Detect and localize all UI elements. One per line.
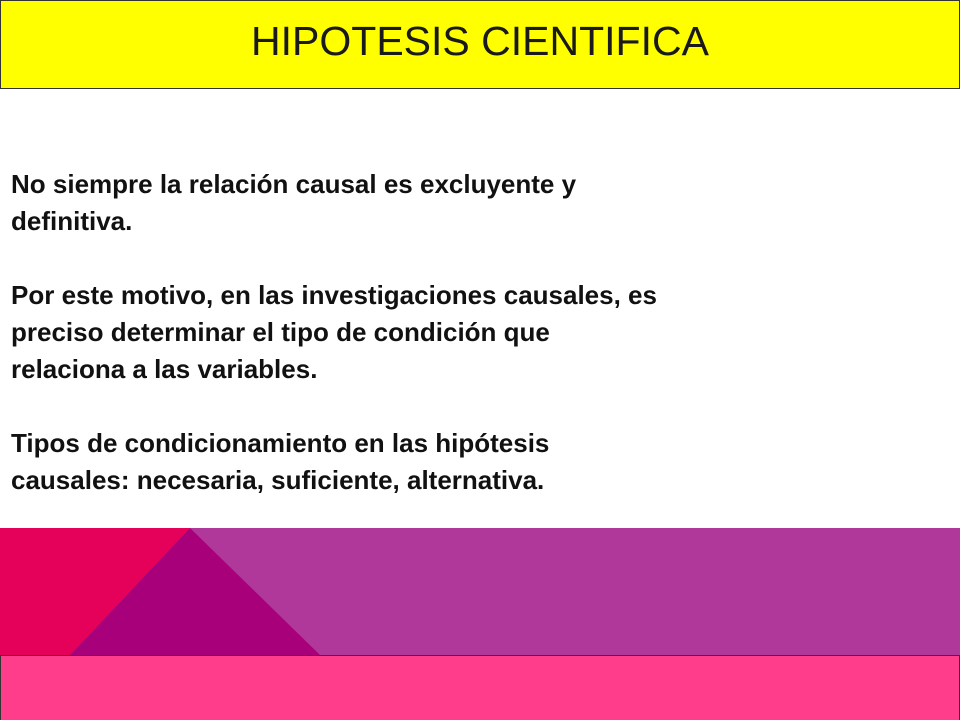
paragraph-1-line-2: definitiva. (11, 206, 133, 236)
slide-title: HIPOTESIS CIENTIFICA (251, 18, 709, 64)
paragraph-3-line-2: causales: necesaria, suficiente, alternativa. (11, 465, 545, 495)
paragraph-2 (11, 277, 951, 388)
paragraph-1 (11, 166, 951, 240)
slide-body (11, 166, 951, 499)
paragraph-2-line-2: preciso determinar el tipo de condición que (11, 317, 550, 347)
paragraph-3 (11, 425, 951, 499)
paragraph-2-line-3: relaciona a las variables. (11, 354, 318, 384)
paragraph-2-line-1: Por este motivo, en las investigaciones causales, es (11, 280, 657, 310)
bottom-band (0, 655, 960, 720)
paragraph-1-line-1: No siempre la relación causal es excluyente y (11, 169, 577, 199)
decorative-band (0, 528, 960, 655)
paragraph-3-line-1: Tipos de condicionamiento en las hipótesis (11, 428, 550, 458)
